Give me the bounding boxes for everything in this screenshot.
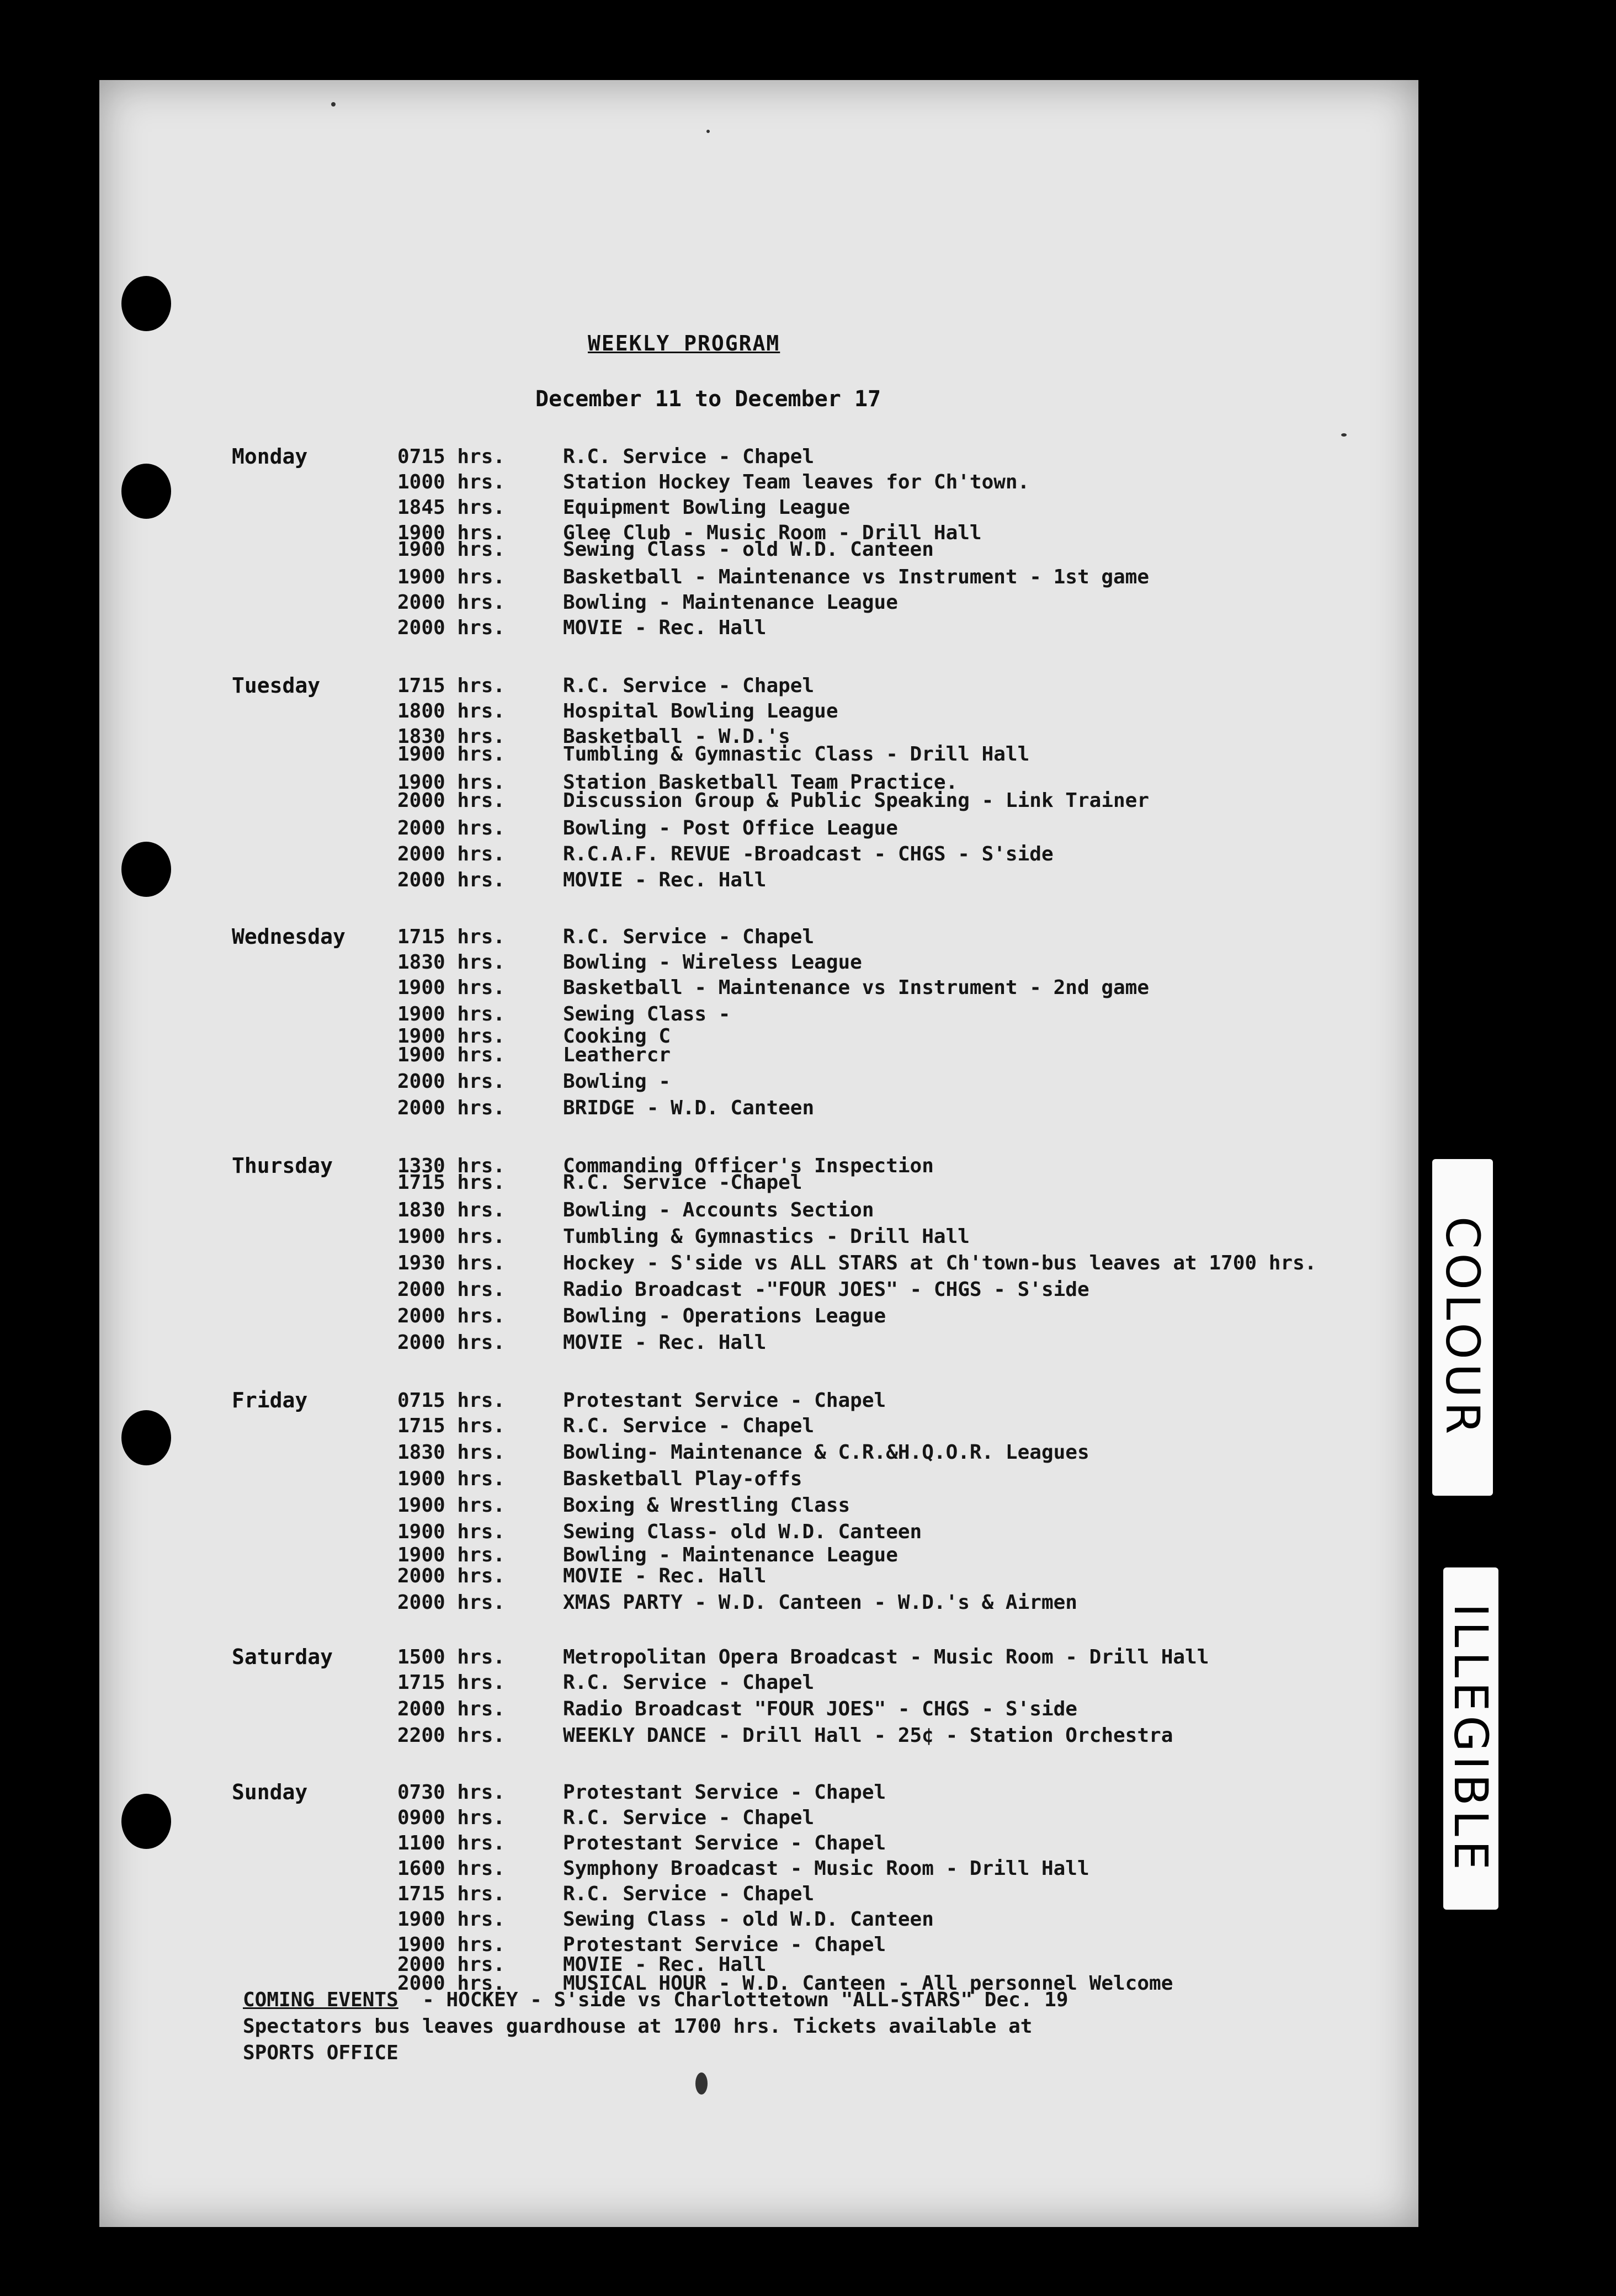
entry-event: Sewing Class - old W.D. Canteen [563,1908,934,1931]
entry-time: 1800 hrs. [397,700,506,722]
entry-event: Bowling - Maintenance League [563,1544,898,1566]
entry-event: Boxing & Wrestling Class [563,1494,850,1517]
entry-time: 1715 hrs. [397,926,506,948]
schedule-entry [397,1856,1089,1882]
punch-hole [121,1794,171,1849]
entry-time: 2000 hrs. [397,1331,506,1354]
paper-speck [331,102,336,107]
entry-time: 1900 hrs. [397,1468,506,1490]
entry-time: 1100 hrs. [397,1832,506,1854]
schedule-entry [397,1564,766,1589]
schedule-entry [397,1388,886,1413]
colour-tab-label: COLOUR [1436,1216,1490,1439]
entry-event: WEEKLY DANCE - Drill Hall - 25¢ - Station Orchestra [563,1724,1173,1747]
entry-event: MOVIE - Rec. Hall [563,1953,767,1976]
schedule-entry [397,1277,1089,1303]
entry-event: Protestant Service - Chapel [563,1781,886,1804]
day-name: Friday [232,1388,308,1412]
entry-event: MUSICAL HOUR - W.D. Canteen - All personnel Welcome [563,1972,1173,1995]
schedule-entry [397,1831,886,1856]
entry-time: 2000 hrs. [397,843,506,865]
coming-events-label: COMING EVENTS [243,1989,398,2011]
entry-event: Protestant Service - Chapel [563,1832,886,1854]
entry-event: Basketball - Maintenance vs Instrument - 1st game [563,566,1150,588]
entry-time: 2000 hrs. [397,869,506,891]
entry-event: R.C. Service - Chapel [563,674,815,697]
schedule-entry [397,816,898,841]
schedule-entry [397,1170,802,1195]
schedule-entry [397,975,1149,1001]
entry-event: MOVIE - Rec. Hall [563,1331,767,1354]
entry-time: 1715 hrs. [397,1883,506,1905]
schedule-entry [397,1519,922,1545]
entry-event: Metropolitan Opera Broadcast - Music Room - Drill Hall [563,1646,1209,1668]
schedule-entry [397,1413,814,1439]
entry-time: 1830 hrs. [397,1199,506,1221]
entry-event: Tumbling & Gymnastic Class - Drill Hall [563,743,1030,766]
schedule-entry [397,868,766,893]
entry-event: MOVIE - Rec. Hall [563,869,767,891]
schedule-entry [397,699,838,724]
entry-event: Leathercr [563,1044,671,1066]
entry-event: Sewing Class - [563,1003,731,1025]
day-name: Wednesday [232,924,345,949]
entry-event: Protestant Service - Chapel [563,1933,886,1956]
day-name: Tuesday [232,673,321,698]
entry-event: Bowling - Accounts Section [563,1199,874,1221]
entry-event: MOVIE - Rec. Hall [563,1565,767,1587]
entry-event: Bowling - [563,1070,671,1093]
schedule-entry [397,1907,934,1932]
schedule-entry [397,470,1029,495]
schedule-entry [397,842,1054,867]
schedule-entry [397,1096,814,1121]
entry-time: 1715 hrs. [397,674,506,697]
entry-event: Bowling- Maintenance & C.R.&H.Q.O.R. Leagues [563,1441,1089,1464]
entry-time: 1330 hrs. [397,1155,506,1177]
entry-time: 1830 hrs. [397,951,506,974]
entry-event: Station Basketball Team Practice. [563,771,958,794]
entry-time: 2000 hrs. [397,817,506,839]
entry-time: 2000 hrs. [397,1097,506,1119]
entry-event: R.C. Service - Chapel [563,1883,815,1905]
entry-event: Basketball Play-offs [563,1468,802,1490]
entry-time: 1000 hrs. [397,471,506,493]
entry-event: Sewing Class - old W.D. Canteen [563,538,934,561]
day-name: Sunday [232,1780,308,1804]
schedule-entry [397,1493,850,1518]
entry-time: 1900 hrs. [397,743,506,766]
schedule-entry [397,1330,766,1356]
entry-time: 1900 hrs. [397,771,506,794]
entry-time: 0730 hrs. [397,1781,506,1804]
entry-event: R.C. Service -Chapel [563,1171,802,1194]
schedule-entry [397,1304,886,1329]
entry-event: Bowling - Post Office League [563,817,898,839]
punch-hole [121,464,171,519]
schedule-entry [397,1440,1089,1465]
entry-time: 1715 hrs. [397,1671,506,1694]
punch-hole [121,276,171,331]
entry-event: Basketball - Maintenance vs Instrument - 2nd game [563,976,1150,999]
entry-time: 2000 hrs. [397,1305,506,1327]
entry-event: Tumbling & Gymnastics - Drill Hall [563,1225,970,1248]
date-range: December 11 to December 17 [535,386,881,412]
entry-time: 2000 hrs. [397,591,506,614]
entry-time: 1900 hrs. [397,522,506,544]
entry-time: 0715 hrs. [397,445,506,468]
entry-time: 1900 hrs. [397,976,506,999]
coming-events-line: SPORTS OFFICE [243,2042,398,2064]
entry-time: 1930 hrs. [397,1252,506,1274]
document-page [99,80,1418,2227]
schedule-entry [397,1466,802,1492]
entry-event: Symphony Broadcast - Music Room - Drill Hall [563,1857,1089,1880]
entry-event: Cooking C [563,1025,671,1048]
entry-time: 0900 hrs. [397,1806,506,1829]
entry-time: 2000 hrs. [397,1278,506,1301]
schedule-entry [397,1069,671,1094]
entry-time: 1900 hrs. [397,538,506,561]
schedule-entry [397,742,1029,767]
entry-event: MOVIE - Rec. Hall [563,616,767,639]
entry-event: R.C. Service - Chapel [563,1671,815,1694]
entry-time: 1900 hrs. [397,1025,506,1048]
entry-time: 1715 hrs. [397,1171,506,1194]
entry-time: 2000 hrs. [397,1953,506,1976]
page-title: WEEKLY PROGRAM [588,331,780,355]
entry-time: 1900 hrs. [397,1003,506,1025]
schedule-entry [397,1780,886,1805]
entry-event: R.C. Service - Chapel [563,445,815,468]
schedule-entry [397,1198,874,1223]
entry-event: Discussion Group & Public Speaking - Link Trainer [563,789,1150,812]
entry-event: R.C. Service - Chapel [563,926,815,948]
schedule-entry [397,950,862,975]
entry-event: Radio Broadcast "FOUR JOES" - CHGS - S'side [563,1698,1077,1720]
entry-event: XMAS PARTY - W.D. Canteen - W.D.'s & Airmen [563,1591,1077,1614]
entry-event: Sewing Class- old W.D. Canteen [563,1521,922,1543]
schedule-entry [397,495,850,520]
entry-time: 1600 hrs. [397,1857,506,1880]
entry-event: Radio Broadcast -"FOUR JOES" - CHGS - S'side [563,1278,1089,1301]
entry-event: BRIDGE - W.D. Canteen [563,1097,815,1119]
entry-time: 1900 hrs. [397,1494,506,1517]
entry-time: 2200 hrs. [397,1724,506,1747]
entry-time: 1900 hrs. [397,1521,506,1543]
entry-time: 1900 hrs. [397,1544,506,1566]
schedule-entry [397,1251,1316,1276]
entry-event: Hockey - S'side vs ALL STARS at Ch'town-bus leaves at 1700 hrs. [563,1252,1317,1274]
illegible-tab [1443,1567,1498,1910]
schedule-entry [397,1723,1173,1748]
day-name: Thursday [232,1154,333,1178]
entry-time: 2000 hrs. [397,616,506,639]
paper-speck [1341,433,1347,437]
schedule-entry [397,788,1149,814]
coming-events-line [243,1987,1402,2013]
entry-time: 1900 hrs. [397,1225,506,1248]
schedule-entry [397,1882,814,1907]
paper-speck [706,130,710,133]
entry-time: 2000 hrs. [397,1565,506,1587]
schedule-entry [397,590,898,615]
entry-event: Equipment Bowling League [563,496,850,519]
paper-speck [695,2072,708,2095]
schedule-entry [397,444,814,470]
punch-hole [121,842,171,897]
entry-event: Bowling - Wireless League [563,951,862,974]
entry-time: 1900 hrs. [397,1933,506,1956]
schedule-entry [397,1224,970,1250]
entry-event: R.C.A.F. REVUE -Broadcast - CHGS - S'side [563,843,1054,865]
entry-time: 1715 hrs. [397,1415,506,1437]
entry-time: 0715 hrs. [397,1389,506,1412]
entry-time: 2000 hrs. [397,1070,506,1093]
punch-hole [121,1410,171,1465]
entry-event: Bowling - Maintenance League [563,591,898,614]
entry-event: Bowling - Operations League [563,1305,886,1327]
colour-tab [1432,1159,1493,1496]
entry-time: 1900 hrs. [397,566,506,588]
schedule-entry [397,615,766,641]
schedule-entry [397,1805,814,1831]
entry-event: Basketball - W.D.'s [563,725,790,748]
coming-events-text: - HOCKEY - S'side vs Charlottetown "ALL-STARS" Dec. 19 [422,1989,1069,2011]
schedule-entry [397,1043,671,1068]
entry-time: 1830 hrs. [397,1441,506,1464]
entry-time: 2000 hrs. [397,1972,506,1995]
entry-event: Hospital Bowling League [563,700,838,722]
schedule-entry [397,565,1149,590]
entry-time: 2000 hrs. [397,789,506,812]
entry-event: Commanding Officer's Inspection [563,1155,934,1177]
entry-time: 1830 hrs. [397,725,506,748]
coming-events-line: Spectators bus leaves guardhouse at 1700 hrs. Tickets available at [243,2015,1033,2038]
entry-time: 1845 hrs. [397,496,506,519]
schedule-entry [397,537,934,562]
entry-time: 1900 hrs. [397,1044,506,1066]
schedule-entry [397,1590,1077,1615]
entry-event: R.C. Service - Chapel [563,1415,815,1437]
schedule-entry [397,1697,1077,1722]
day-name: Saturday [232,1645,333,1669]
schedule-entry [397,924,814,950]
entry-event: Station Hockey Team leaves for Ch'town. [563,471,1030,493]
entry-event: Glee Club - Music Room - Drill Hall [563,522,982,544]
schedule-entry [397,1670,814,1696]
entry-time: 2000 hrs. [397,1591,506,1614]
illegible-tab-label: ILLEGIBLE [1444,1603,1498,1874]
entry-event: Protestant Service - Chapel [563,1389,886,1412]
entry-time: 1500 hrs. [397,1646,506,1668]
entry-event: R.C. Service - Chapel [563,1806,815,1829]
schedule-entry [397,673,814,699]
entry-time: 1900 hrs. [397,1908,506,1931]
day-name: Monday [232,444,308,469]
entry-time: 2000 hrs. [397,1698,506,1720]
coming-events [243,1987,1402,2066]
schedule-entry [397,1645,1209,1670]
